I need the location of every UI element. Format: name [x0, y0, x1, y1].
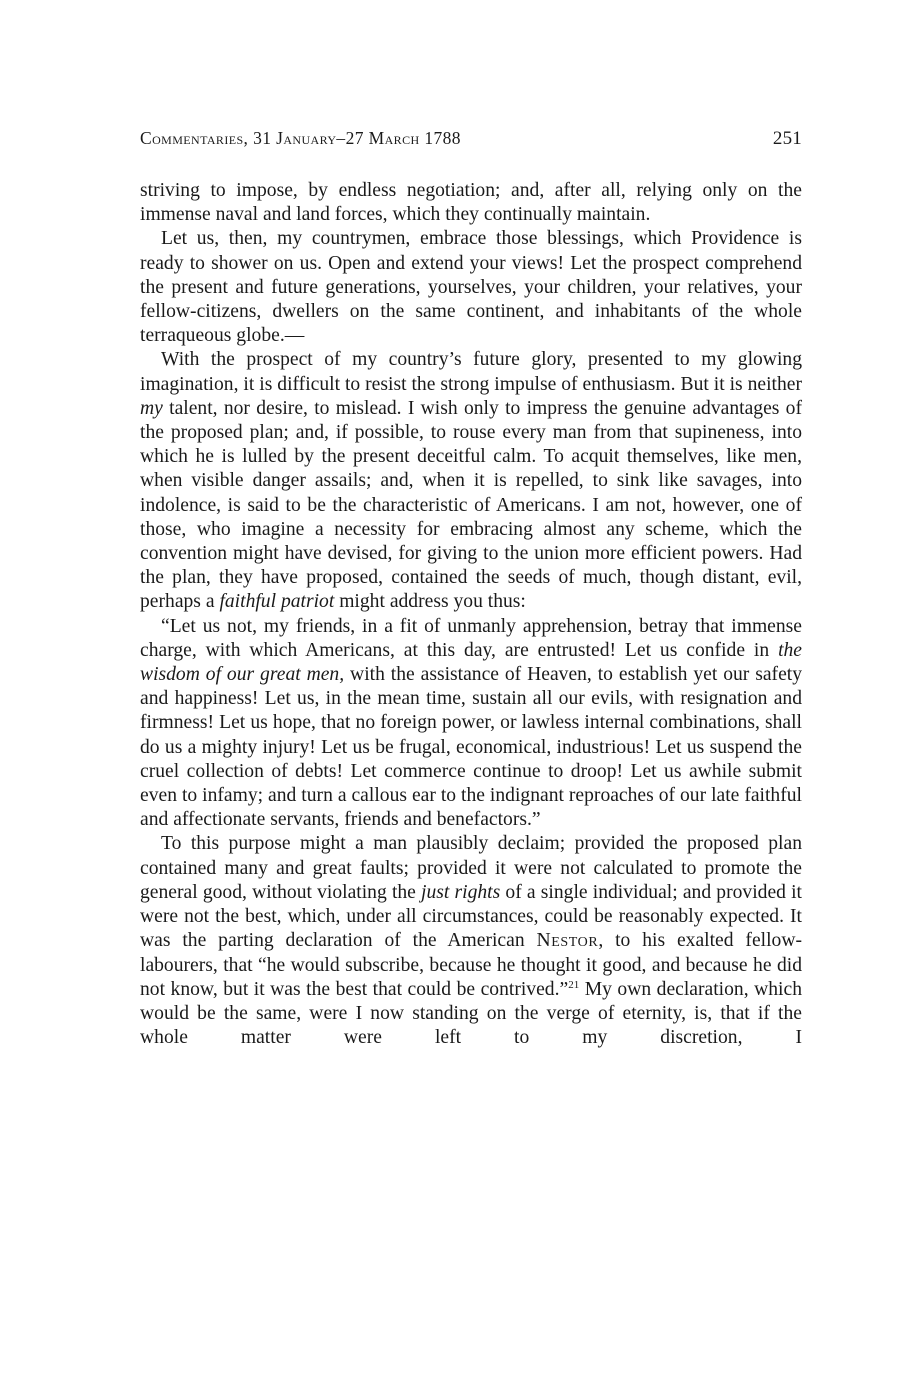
paragraph-3-text-c: might address you thus:	[334, 591, 526, 613]
paragraph-2	[140, 227, 802, 348]
footnote-reference-21[interactable]: 21	[568, 978, 580, 991]
running-title: Commentaries, 31 January–27 March 1788	[140, 128, 461, 148]
paragraph-5-emphasis-just-rights: just rights	[421, 881, 501, 903]
paragraph-3-emphasis-my: my	[140, 397, 163, 419]
paragraph-5-text-c: , to his exalted fellow-labourers, that “he would subscribe, because he thought it good, and because he did not know, but it was the best that could be contrived.”	[140, 930, 802, 1000]
paragraph-4-quotation	[140, 615, 802, 833]
paragraph-3-emphasis-faithful-patriot: faithful patriot	[219, 591, 335, 613]
paragraph-4-text-a: “Let us not, my friends, in a fit of unmanly apprehension, betray that immense charge, with which Americans, at this day, are entrusted! Let us confide in	[140, 615, 802, 661]
body-text	[140, 179, 802, 1050]
paragraph-5-text-b: of a single individual; and provided it were not the best, which, under all circumstances, could be reasonably expected. It was the parting declaration of the American	[140, 881, 802, 952]
running-header	[140, 128, 802, 154]
paragraph-4-text-b: with the assistance of Heaven, to establish yet our safety and happiness! Let us, in the mean time, sustain all our evils, with resignation and firmness! Let us hope, that no foreign power, or lawless internal combinations, shall do us a mighty injury! Let us be frugal, economical, industrious! Let us suspend the cruel collection of debts! Let commerce continue to droop! Let us awhile submit even to infamy; and turn a callous ear to the indignant reproaches of our late faithful and affectionate servants, friends and benefactors.”	[140, 664, 803, 831]
document-page	[140, 128, 802, 1050]
paragraph-2-text: Let us, then, my countrymen, embrace those blessings, which Providence is ready to shower on us. Open and extend your views! Let the prospect comprehend the present and future generations, yourselves, your children, your relatives, your fellow-citizens, dwellers on the same continent, and inhabitants of the whole terraqueous globe.—	[140, 228, 802, 347]
paragraph-5-text-d: My own declaration, which would be the same, were I now standing on the verge of eternity, is, that if the whole matter were left to my discretion, I	[140, 978, 802, 1049]
paragraph-5	[140, 832, 802, 1050]
paragraph-5-small-caps-nestor: Nestor	[536, 930, 599, 952]
page-number: 251	[772, 128, 802, 149]
paragraph-4-emphasis-wisdom: the wisdom of our great men,	[140, 639, 802, 686]
paragraph-1-text: striving to impose, by endless negotiation; and, after all, relying only on the immense naval and land forces, which they continually maintain.	[140, 180, 802, 226]
paragraph-3-text-a: With the prospect of my country’s future glory, presented to my glowing imagination, it is difficult to resist the strong impulse of enthusiasm. But it is neither	[140, 349, 802, 395]
paragraph-3	[140, 348, 802, 614]
paragraph-5-text-a: To this purpose might a man plausibly declaim; provided the proposed plan contained many and great faults; provided it were not calculated to promote the general good, without violating the	[140, 833, 802, 903]
paragraph-1	[140, 179, 802, 227]
paragraph-3-text-b: talent, nor desire, to mislead. I wish only to impress the genuine advantages of the proposed plan; and, if possible, to rouse every man from that supineness, into which he is lulled by the present deceitful calm. To acquit themselves, like men, when visible danger assails; and, when it is repelled, to sink like savages, into indolence, is said to be the characteristic of Americans. I am not, however, one of those, who imagine a necessity for embracing almost any scheme, which the convention might have devised, for giving to the union more efficient powers. Had the plan, they have proposed, contained the seeds of much, though distant, evil, perhaps a	[140, 397, 802, 613]
